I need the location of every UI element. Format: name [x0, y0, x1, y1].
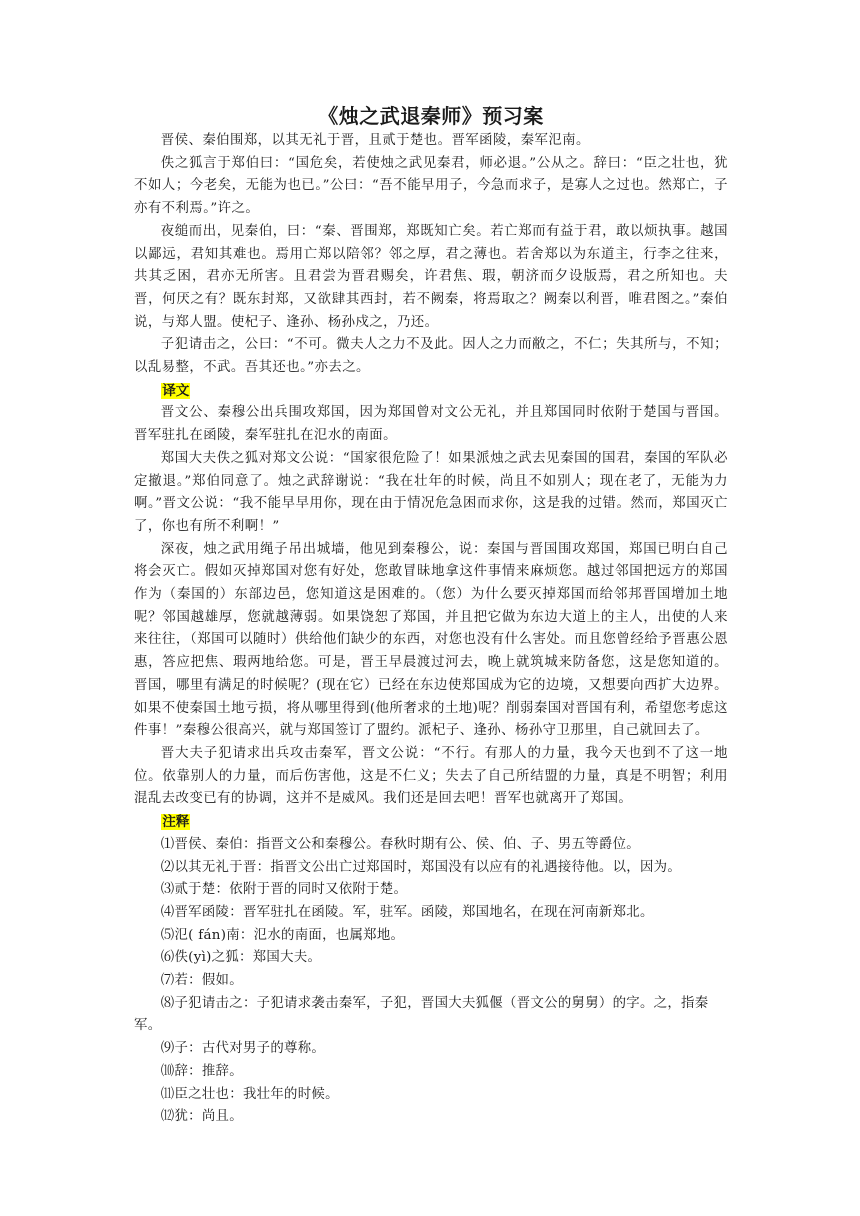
document-page	[134, 104, 728, 1129]
original-text-section	[134, 130, 728, 380]
translation-paragraph-3: 深夜，烛之武用绳子吊出城墙，他见到秦穆公，说：秦国与晋国围攻郑国，郑国已明白自己将会灭亡。假如灭掉郑国对您有好处，您敢冒昧地拿这件事情来麻烦您。越过邻国把远方的郑国作为（秦国的）东部边邑，您知道这是困难的。（您）为什么要灭掉郑国而给邻邦晋国增加土地呢？邻国越雄厚，您就越薄弱。如果饶恕了郑国，并且把它做为东边大道上的主人，出使的人来来往往，（郑国可以随时）供给他们缺少的东西，对您也没有什么害处。而且您曾经给予晋惠公恩惠，答应把焦、瑕两地给您。可是，晋王早晨渡过河去，晚上就筑城来防备您，这是您知道的。晋国，哪里有满足的时候呢？(现在它）已经在东边使郑国成为它的边境，又想要向西扩大边界。如果不使秦国土地亏损，将从哪里得到(他所奢求的土地)呢？削弱秦国对晋国有利，希望您考虑这件事！”秦穆公很高兴，就与郑国签订了盟约。派杞子、逢孙、杨孙守卫那里，自己就回去了。	[134, 541, 728, 739]
translation-paragraph-4: 晋大夫子犯请求出兵攻击秦军，晋文公说：“不行。有那人的力量，我今天也到不了这一地位。依靠别人的力量，而后伤害他，这是不仁义；失去了自己所结盟的力量，真是不明智；利用混乱去改变已有的协调，这并不是威风。我们还是回去吧！晋军也就离开了郑国。	[134, 745, 728, 807]
translation-paragraph-2: 郑国大夫佚之狐对郑文公说：“国家很危险了！如果派烛之武去见秦国的国君，秦国的军队必定撤退。”郑伯同意了。烛之武辞谢说：“我在壮年的时候，尚且不如别人；现在老了，无能为力啊。”晋文公说：“我不能早早用你，现在由于情况危急困而求你，这是我的过错。然而，郑国灭亡了，你也有所不利啊！”	[134, 450, 728, 534]
original-paragraph-3: 夜缒而出，见秦伯，曰：“秦、晋围郑，郑既知亡矣。若亡郑而有益于君，敢以烦执事。越国以鄙远，君知其难也。焉用亡郑以陪邻？邻之厚，君之薄也。若舍郑以为东道主，行李之往来，共其乏困，君亦无所害。且君尝为晋君赐矣，许君焦、瑕，朝济而夕设版焉，君之所知也。夫晋，何厌之有？既东封郑，又欲肆其西封，若不阙秦，将焉取之？阙秦以利晋，唯君图之。”秦伯说，与郑人盟。使杞子、逢孙、杨孙戍之，乃还。	[134, 223, 728, 330]
note-item: ⑽辞：推辞。	[160, 1063, 243, 1079]
note-item: ⑷晋军函陵：晋军驻扎在函陵。军，驻军。函陵，郑国地名，在现在河南新郑北。	[160, 904, 654, 920]
note-item: ⑹佚(yì)之狐：郑国大夫。	[160, 950, 322, 966]
note-item: ⑿犹：尚且。	[160, 1109, 243, 1125]
translation-section	[134, 402, 728, 811]
translation-paragraph-1: 晋文公、秦穆公出兵围攻郑国，因为郑国曾对文公无礼，并且郑国同时依附于楚国与晋国。晋军驻扎在函陵，秦军驻扎在氾水的南面。	[134, 405, 728, 444]
document-title: 《烛之武退秦师》预习案	[318, 104, 544, 128]
note-item: ⑶贰于楚：依附于晋的同时又依附于楚。	[160, 882, 408, 898]
note-item: ⑸氾( fán)南：氾水的南面，也属郑地。	[160, 927, 405, 943]
translation-heading: 译文	[162, 382, 190, 399]
note-item: ⑾臣之壮也：我壮年的时候。	[160, 1086, 339, 1102]
original-paragraph-4: 子犯请击之，公曰：“不可。微夫人之力不及此。因人之力而敝之，不仁；失其所与，不知；以乱易整，不武。吾其还也。”亦去之。	[134, 337, 728, 376]
note-item: ⑴晋侯、秦伯：指晋文公和秦穆公。春秋时期有公、侯、伯、子、男五等爵位。	[160, 836, 640, 852]
note-item: ⑼子：古代对男子的尊称。	[160, 1041, 326, 1057]
translation-heading-line	[134, 380, 728, 403]
note-item: ⑵以其无礼于晋：指晋文公出亡过郑国时，郑国没有以应有的礼遇接待他。以，因为。	[160, 859, 682, 875]
original-paragraph-2: 佚之狐言于郑伯曰：“国危矣，若使烛之武见秦君，师必退。”公从之。辞曰：“臣之壮也，犹不如人；今老矣，无能为也已。”公曰：“吾不能早用子，今急而求子，是寡人之过也。然郑亡，子亦有不利焉。”许之。	[134, 155, 728, 217]
notes-heading: 注释	[162, 814, 190, 831]
notes-heading-line	[134, 811, 728, 834]
notes-section	[134, 834, 728, 1129]
original-paragraph-1: 晋侯、秦伯围郑，以其无礼于晋，且贰于楚也。晋军函陵，秦军氾南。	[160, 133, 590, 148]
note-item: ⑻子犯请击之：子犯请求袭击秦军，子犯，晋国大夫狐偃（晋文公的舅舅）的字。之，指秦军。	[134, 995, 709, 1034]
note-item: ⑺若：假如。	[160, 973, 243, 989]
